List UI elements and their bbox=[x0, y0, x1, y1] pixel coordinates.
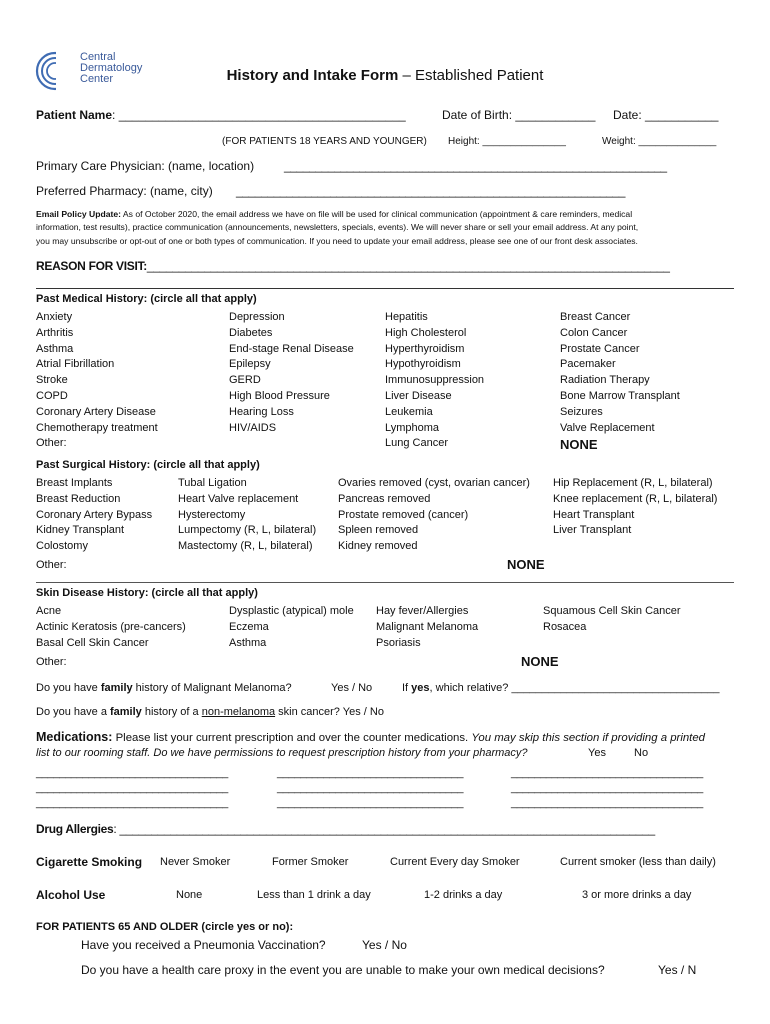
surgical-item[interactable]: Colostomy bbox=[36, 540, 88, 553]
skin-item[interactable]: Squamous Cell Skin Cancer bbox=[543, 605, 681, 617]
medical-item[interactable]: Hypothyroidism bbox=[385, 358, 461, 371]
family-non-melanoma-question[interactable]: Do you have a family history of a non-melanoma skin cancer? Yes / No bbox=[36, 706, 384, 718]
medical-col-4 bbox=[560, 310, 680, 436]
medical-item[interactable]: Breast Cancer bbox=[560, 311, 631, 323]
family-melanoma-question: Do you have family history of Malignant Melanoma? bbox=[36, 682, 292, 694]
surgical-history-heading: Past Surgical History: (circle all that apply) bbox=[36, 459, 260, 471]
seniors-heading: FOR PATIENTS 65 AND OLDER (circle yes or no): bbox=[36, 921, 294, 933]
skin-item[interactable]: Acne bbox=[36, 605, 62, 617]
surgical-col-1 bbox=[36, 476, 152, 555]
medications-permission-question: list to our rooming staff. Do we have permissions to request prescription history from your pharmacy? bbox=[36, 747, 528, 759]
medical-item[interactable]: GERD bbox=[229, 374, 261, 387]
surgical-item[interactable]: Spleen removed bbox=[338, 524, 419, 537]
family-relative-field[interactable]: If yes, which relative? __________________________________ bbox=[402, 682, 720, 694]
smoking-label: Cigarette Smoking bbox=[36, 855, 143, 869]
permission-no-option[interactable]: No bbox=[634, 747, 649, 759]
medical-item[interactable]: Colon Cancer bbox=[560, 326, 628, 339]
pharmacy-label: Preferred Pharmacy: (name, city) bbox=[36, 184, 213, 198]
medical-other[interactable]: Other: bbox=[36, 437, 67, 450]
date-field[interactable]: Date: ___________ bbox=[613, 108, 719, 122]
skin-item[interactable]: Asthma bbox=[229, 636, 267, 649]
medical-item[interactable]: Bone Marrow Transplant bbox=[560, 389, 680, 402]
medical-item[interactable]: High Cholesterol bbox=[385, 326, 467, 339]
family-melanoma-yes-no[interactable]: Yes / No bbox=[331, 682, 373, 694]
surgical-col-2 bbox=[178, 476, 316, 555]
skin-col-4 bbox=[543, 604, 681, 636]
medical-item[interactable]: Asthma bbox=[36, 342, 74, 355]
reason-for-visit-field[interactable]: REASON FOR VISIT:__________________________________________________________________________________ bbox=[36, 259, 670, 273]
alcohol-label: Alcohol Use bbox=[36, 888, 106, 902]
medical-item[interactable]: High Blood Pressure bbox=[229, 389, 330, 402]
medication-blanks-col-3[interactable]: _________________________________ _________________________________ _________________________________ bbox=[511, 767, 703, 809]
alcohol-option[interactable]: 3 or more drinks a day bbox=[582, 889, 692, 901]
surgical-item[interactable]: Tubal Ligation bbox=[178, 477, 247, 489]
date-of-birth-field[interactable]: Date of Birth: ____________ bbox=[442, 108, 596, 122]
medical-col-1 bbox=[36, 310, 158, 452]
skin-col-1 bbox=[36, 604, 186, 651]
surgical-item[interactable]: Hip Replacement (R, L, bilateral) bbox=[553, 477, 713, 489]
form-title: History and Intake Form – Established Patient bbox=[226, 67, 544, 84]
alcohol-option[interactable]: None bbox=[176, 889, 203, 901]
pneumonia-yes-no[interactable]: Yes / No bbox=[362, 938, 407, 952]
skin-item[interactable]: Psoriasis bbox=[376, 636, 421, 649]
medical-item[interactable]: Immunosuppression bbox=[385, 374, 485, 387]
medical-item[interactable]: Liver Disease bbox=[385, 389, 452, 402]
surgical-item[interactable]: Ovaries removed (cyst, ovarian cancer) bbox=[338, 477, 530, 489]
medical-item[interactable]: Arthritis bbox=[36, 326, 74, 339]
under-18-note: (FOR PATIENTS 18 YEARS AND YOUNGER) bbox=[222, 136, 427, 147]
pcp-label: Primary Care Physician: (name, location) bbox=[36, 159, 255, 173]
email-policy: Email Policy Update: As of October 2020, the email address we have on file will be used for clinical communication (appointment & care reminders, medical information, test results), practice communication (announcements, newsletters, specials, events). We will never share or sell your email address. At any point, you may unsubscribe or opt-out of one or both types of communication. If you need to update your email address, please see one of our front desk associates. bbox=[36, 209, 639, 246]
medical-item[interactable]: HIV/AIDS bbox=[229, 421, 277, 434]
medical-item[interactable]: Chemotherapy treatment bbox=[36, 421, 158, 434]
medication-blanks-col-1[interactable]: _________________________________ _________________________________ _________________________________ bbox=[36, 767, 228, 809]
medications-instructions: Medications: Please list your current prescription and over the counter medications. You may skip this section if providing a printed bbox=[36, 730, 706, 744]
medication-blanks-col-2[interactable]: ________________________________ ________________________________ ________________________________ bbox=[277, 767, 464, 809]
drug-allergies-field[interactable]: Drug Allergies: ____________________________________________________________________________________ bbox=[36, 822, 655, 836]
alcohol-option[interactable]: Less than 1 drink a day bbox=[257, 889, 371, 901]
surgical-item[interactable]: Prostate removed (cancer) bbox=[338, 508, 469, 521]
medical-history-heading: Past Medical History: (circle all that apply) bbox=[36, 293, 257, 305]
surgical-item[interactable]: Heart Valve replacement bbox=[178, 492, 299, 505]
divider bbox=[36, 288, 734, 289]
skin-item[interactable]: Eczema bbox=[229, 620, 269, 633]
surgical-item[interactable]: Pancreas removed bbox=[338, 492, 431, 505]
email-policy-heading: Email Policy Update: bbox=[36, 209, 122, 219]
surgical-item[interactable]: Breast Implants bbox=[36, 477, 113, 489]
medical-item[interactable]: Depression bbox=[229, 311, 285, 323]
surgical-other-field[interactable]: Other: bbox=[36, 559, 67, 571]
permission-yes-option[interactable]: Yes bbox=[588, 747, 606, 759]
medical-item[interactable]: Radiation Therapy bbox=[560, 374, 650, 387]
skin-other-field[interactable]: Other: bbox=[36, 656, 67, 668]
smoking-option[interactable]: Former Smoker bbox=[272, 856, 349, 868]
pcp-line[interactable]: _____________________________________________________________ bbox=[284, 159, 667, 173]
surgical-item[interactable]: Liver Transplant bbox=[553, 524, 632, 537]
medical-item[interactable]: Hepatitis bbox=[385, 311, 428, 323]
medical-item[interactable]: Stroke bbox=[36, 374, 68, 387]
divider bbox=[36, 582, 734, 583]
surgical-none-option[interactable]: NONE bbox=[507, 557, 545, 572]
medical-col-2 bbox=[229, 310, 354, 436]
weight-field[interactable]: Weight: ______________ bbox=[602, 136, 717, 147]
surgical-item[interactable]: Heart Transplant bbox=[553, 508, 635, 521]
medical-item[interactable]: Lung Cancer bbox=[385, 437, 448, 450]
smoking-option[interactable]: Current smoker (less than daily) bbox=[560, 856, 716, 868]
skin-history-heading: Skin Disease History: (circle all that apply) bbox=[36, 587, 258, 599]
surgical-col-4 bbox=[553, 476, 717, 539]
medical-none-option[interactable]: NONE bbox=[560, 437, 598, 452]
medical-item[interactable]: Diabetes bbox=[229, 326, 273, 339]
surgical-item[interactable]: Hysterectomy bbox=[178, 508, 246, 521]
surgical-item[interactable]: Knee replacement (R, L, bilateral) bbox=[553, 492, 718, 505]
smoking-option[interactable]: Current Every day Smoker bbox=[390, 856, 520, 868]
pneumonia-question: Have you received a Pneumonia Vaccination? bbox=[81, 938, 326, 952]
medical-item[interactable]: Coronary Artery Disease bbox=[36, 405, 156, 418]
health-proxy-question: Do you have a health care proxy in the event you are unable to make your own medical decisions? bbox=[81, 963, 605, 977]
surgical-item[interactable]: Coronary Artery Bypass bbox=[36, 508, 153, 521]
medical-item[interactable]: Valve Replacement bbox=[560, 421, 655, 434]
medical-item[interactable]: Atrial Fibrillation bbox=[36, 358, 115, 371]
skin-item[interactable]: Malignant Melanoma bbox=[376, 620, 479, 633]
medical-col-3 bbox=[385, 310, 484, 452]
logo-line: Dermatology bbox=[80, 62, 143, 74]
medical-item[interactable]: Hearing Loss bbox=[229, 405, 294, 418]
logo-line: Central bbox=[80, 51, 116, 63]
medical-item[interactable]: Prostate Cancer bbox=[560, 342, 640, 355]
logo-line: Center bbox=[80, 73, 114, 85]
skin-item[interactable]: Basal Cell Skin Cancer bbox=[36, 636, 149, 649]
medical-item[interactable]: Lymphoma bbox=[385, 421, 440, 434]
medical-item[interactable]: COPD bbox=[36, 389, 68, 402]
surgical-item[interactable]: Lumpectomy (R, L, bilateral) bbox=[178, 524, 317, 537]
skin-item[interactable]: Rosacea bbox=[543, 620, 587, 633]
health-proxy-yes-no[interactable]: Yes / N bbox=[658, 963, 697, 977]
skin-item[interactable]: Actinic Keratosis (pre-cancers) bbox=[36, 620, 186, 633]
skin-none-option[interactable]: NONE bbox=[521, 654, 559, 669]
height-field[interactable]: Height: _______________ bbox=[448, 136, 566, 147]
smoking-option[interactable]: Never Smoker bbox=[160, 856, 231, 868]
medical-item[interactable]: End-stage Renal Disease bbox=[229, 342, 354, 355]
medical-item[interactable]: Epilepsy bbox=[229, 358, 271, 371]
surgical-item[interactable]: Kidney Transplant bbox=[36, 524, 125, 537]
surgical-item[interactable]: Breast Reduction bbox=[36, 492, 121, 505]
medical-item[interactable]: Pacemaker bbox=[560, 358, 616, 371]
surgical-item[interactable]: Mastectomy (R, L, bilateral) bbox=[178, 540, 313, 553]
medical-item[interactable]: Hyperthyroidism bbox=[385, 342, 465, 355]
skin-col-3 bbox=[376, 604, 478, 651]
medical-item[interactable]: Anxiety bbox=[36, 311, 73, 323]
surgical-item[interactable]: Kidney removed bbox=[338, 540, 418, 553]
skin-col-2 bbox=[229, 604, 354, 651]
medical-item[interactable]: Leukemia bbox=[385, 405, 433, 418]
patient-name-field[interactable]: Patient Name: ___________________________________________ bbox=[36, 108, 406, 122]
pharmacy-line[interactable]: ______________________________________________________________ bbox=[236, 184, 625, 198]
skin-item[interactable]: Dysplastic (atypical) mole bbox=[229, 605, 354, 617]
alcohol-option[interactable]: 1-2 drinks a day bbox=[424, 889, 503, 901]
skin-item[interactable]: Hay fever/Allergies bbox=[376, 605, 469, 617]
medical-item[interactable]: Seizures bbox=[560, 405, 603, 418]
surgical-col-3 bbox=[338, 476, 530, 555]
